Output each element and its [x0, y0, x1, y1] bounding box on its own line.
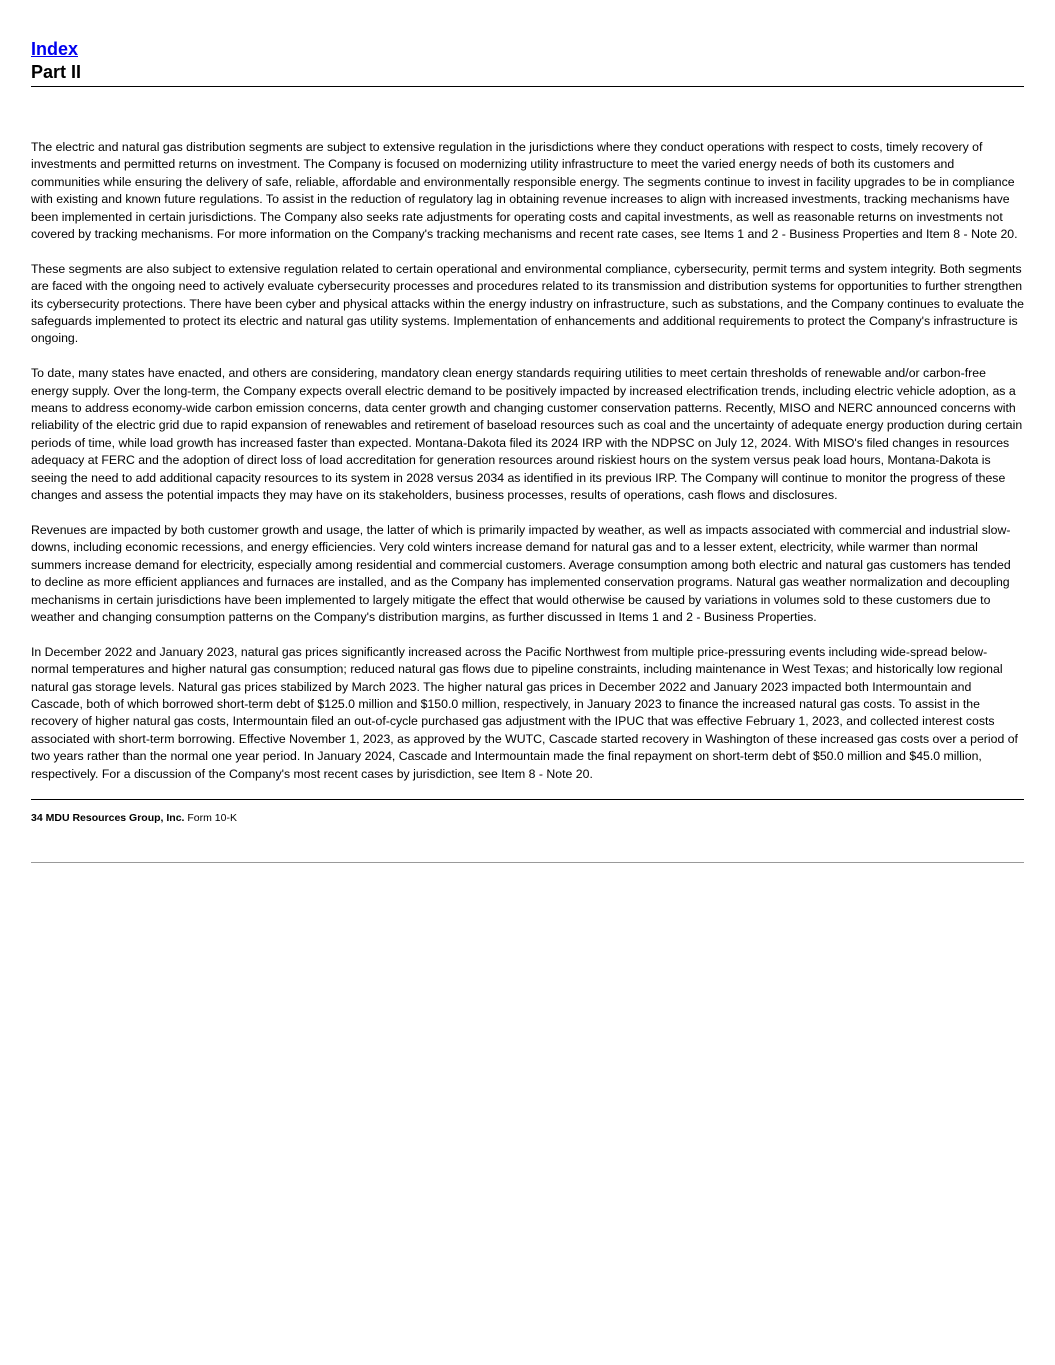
- footer-page-number: 34: [31, 811, 43, 824]
- paragraph-clean-energy: To date, many states have enacted, and others are considering, mandatory clean energy standards requiring utilities to meet certain thresholds of renewable and/or carbon-free energy supply. Over the long-term, the Company expects overall electric demand to be positively impacted by increased electrification trends, including electric vehicle adoption, as a means to address economy-wide carbon emission concerns, data center growth and changing customer conservation patterns. Recently, MISO and NERC announced concerns with reliability of the electric grid due to rapid expansion of renewables and retirement of baseload resources such as coal and the uncertainty of adequate energy production during certain periods of time, while load growth has increased faster than expected. Montana-Dakota filed its 2024 IRP with the NDPSC on July 12, 2024. With MISO's filed changes in resources adequacy at FERC and the adoption of direct loss of load accreditation for generation resources around riskiest hours on the system versus peak load hours, Montana-Dakota is seeing the need to add additional capacity resources to its system in 2028 versus 2034 as identified in its previous IRP. The Company will continue to monitor the progress of these changes and assess the potential impacts they may have on its stakeholders, business processes, results of operations, cash flows and disclosures.: [31, 366, 1023, 503]
- part-title: Part II: [31, 62, 82, 82]
- page-bottom-divider: [31, 862, 1024, 863]
- footer-divider: [31, 799, 1024, 800]
- header-divider: [31, 86, 1024, 87]
- index-link[interactable]: Index: [31, 39, 79, 59]
- body-text: [31, 139, 1024, 783]
- page-content: [31, 38, 1024, 863]
- paragraph-revenues: Revenues are impacted by both customer growth and usage, the latter of which is primarily impacted by weather, as well as impacts associated with commercial and industrial slow-downs, including economic recessions, and energy efficiencies. Very cold winters increase demand for natural gas and to a lesser extent, electricity, while warmer than normal summers increase demand for electricity, especially among residential and commercial customers. Average consumption among both electric and natural gas customers has tended to decline as more efficient appliances and furnaces are installed, and as the Company has implemented conservation programs. Natural gas weather normalization and decoupling mechanisms in certain jurisdictions have been implemented to largely mitigate the effect that would otherwise be caused by variations in volumes sold to these customers due to weather and changing consumption patterns on the Company's distribution margins, as further discussed in Items 1 and 2 - Business Properties.: [31, 522, 1011, 624]
- paragraph-regulation: The electric and natural gas distribution segments are subject to extensive regulation in the jurisdictions where they conduct operations with respect to costs, timely recovery of investments and permitted returns on investment. The Company is focused on modernizing utility infrastructure to meet the varied energy needs of both its customers and communities while ensuring the delivery of safe, reliable, affordable and environmentally responsible energy. The segments continue to invest in facility upgrades to be in compliance with existing and known future regulations. To assist in the reduction of regulatory lag in obtaining revenue increases to align with increased investments, tracking mechanisms have been implemented in certain jurisdictions. The Company also seeks rate adjustments for operating costs and capital investments, as well as reasonable returns on investments not covered by tracking mechanisms. For more information on the Company's tracking mechanisms and recent rate cases, see Items 1 and 2 - Business Properties and Item 8 - Note 20.: [31, 140, 1018, 242]
- page-footer: [31, 811, 1024, 825]
- paragraph-cybersecurity: These segments are also subject to extensive regulation related to certain operational and environmental compliance, cybersecurity, permit terms and system integrity. Both segments are faced with the ongoing need to actively evaluate cybersecurity processes and procedures related to its transmission and distribution systems for opportunities to further strengthen its cybersecurity protections. There have been cyber and physical attacks within the energy industry on infrastructure, such as substations, and the Company continues to evaluate the safeguards implemented to protect its electric and natural gas utility systems. Implementation of enhancements and additional requirements to protect the Company's infrastructure is ongoing.: [31, 261, 1024, 346]
- footer-company-name: MDU Resources Group, Inc.: [45, 811, 185, 824]
- footer-form-type: Form 10-K: [187, 811, 237, 824]
- paragraph-gas-prices: In December 2022 and January 2023, natural gas prices significantly increased across the Pacific Northwest from multiple price-pressuring events including wide-spread below-normal temperatures and higher natural gas consumption; reduced natural gas flows due to pipeline constraints, including maintenance in West Texas; and historically low regional natural gas storage levels. Natural gas prices stabilized by March 2023. The higher natural gas prices in December 2022 and January 2023 impacted both Intermountain and Cascade, both of which borrowed short-term debt of $125.0 million and $150.0 million, respectively, in January 2023 to finance the increased natural gas costs. To assist in the recovery of higher natural gas costs, Intermountain filed an out-of-cycle purchased gas adjustment with the IPUC that was effective February 1, 2023, and collected interest costs associated with short-term borrowing. Effective November 1, 2023, as approved by the WUTC, Cascade started recovery in Washington of these increased gas costs over a period of two years rather than the normal one year period. In January 2024, Cascade and Intermountain made the final repayment on short-term debt of $50.0 million and $45.0 million, respectively. For a discussion of the Company's most recent cases by jurisdiction, see Item 8 - Note 20.: [31, 644, 1018, 781]
